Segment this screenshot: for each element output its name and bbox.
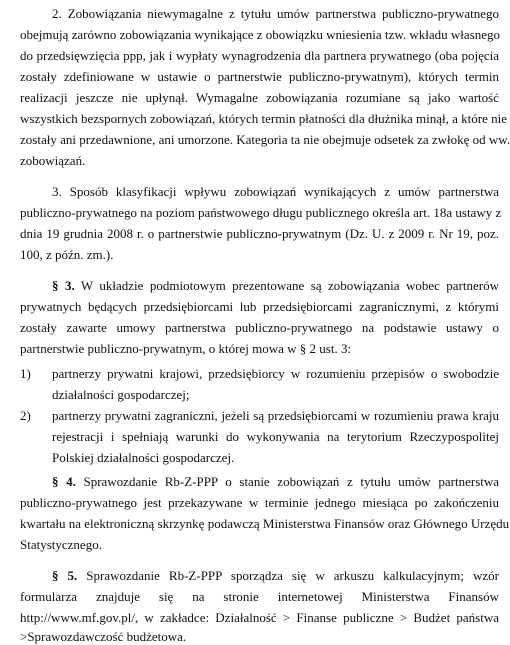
list-item-1-number: 1)	[20, 366, 31, 381]
section-3-label: § 3.	[52, 278, 75, 293]
paragraph-2-line-5: realizacji jeszcze nie upłynął. Wymagalne zobowiązania rozumiane są jako wartość	[20, 90, 499, 105]
paragraph-2-line-1: 2. Zobowiązania niewymagalne z tytułu umów partnerstwa publiczno-prywatnego	[52, 6, 499, 21]
section-3-line-3: zostały zawarte umowy partnerstwa publiczno-prywatnego na podstawie ustawy o	[20, 320, 499, 335]
paragraph-3-line-3: dnia 19 grudnia 2008 r. o partnerstwie publiczno-prywatnym (Dz. U. z 2009 r. Nr 19, poz.	[20, 226, 499, 241]
section-4-line-4: Statystycznego.	[20, 537, 102, 552]
paragraph-2-line-2: obejmują zarówno zobowiązania wynikające z obowiązku wniesienia tzw. wkładu własnego	[20, 27, 500, 42]
list-item-1-line-1: partnerzy prywatni krajowi, przedsiębiorcy w rozumieniu przepisów o swobodzie	[52, 366, 499, 381]
list-item-2-number: 2)	[20, 408, 31, 423]
section-3-text: W układzie podmiotowym prezentowane są zobowiązania wobec partnerów	[80, 278, 500, 293]
section-3-line-4: partnerstwie publiczno-prywatnym, o której mowa w § 2 ust. 3:	[20, 341, 352, 356]
section-5-label: § 5.	[52, 568, 78, 583]
section-3-line-1	[52, 278, 499, 294]
paragraph-3-line-2: publiczno-prywatnego na poziom państwowego długu publicznego określa art. 18a ustawy z	[20, 205, 502, 220]
section-4-line-1	[52, 474, 499, 490]
paragraph-3-line-4: 100, z późn. zm.).	[20, 247, 114, 262]
paragraph-2-line-4: zostały zdefiniowane w ustawie o partnerstwie publiczno-prywatnym), których termin	[20, 69, 499, 84]
paragraph-3-line-1: 3. Sposób klasyfikacji wpływu zobowiązań wynikających z umów partnerstwa	[52, 184, 499, 199]
section-5-line-3: http://www.mf.gov.pl/, w zakładce: Działalność > Finanse publiczne > Budżet państwa	[20, 610, 499, 625]
section-5-line-4: >Sprawozdawczość budżetowa.	[20, 629, 187, 644]
list-item-1-line-2: działalności gospodarczej;	[52, 387, 190, 402]
section-5-line-1	[52, 568, 499, 584]
section-4-line-2: publiczno-prywatnego jest przekazywane w terminie jednego miesiąca po zakończeniu	[20, 495, 499, 510]
list-item-2-line-3: Polskiej działalności gospodarczej.	[52, 450, 235, 465]
paragraph-2-line-7: zostały ani przedawnione, ani umorzone. Kategoria ta nie obejmuje odsetek za zwłokę od ww.	[20, 132, 510, 147]
section-4-line-3: kwartału na elektroniczną skrzynkę podawczą Ministerstwa Finansów oraz Głównego Urzędu	[20, 516, 510, 531]
list-item-2-line-2: rejestracji i spełniają warunki do wykonywania na terytorium Rzeczypospolitej	[52, 429, 499, 444]
section-3-line-2: prywatnych będących przedsiębiorcami lub przedsiębiorcami zagranicznymi, z którymi	[20, 299, 499, 314]
section-4-text: Sprawozdanie Rb-Z-PPP o stanie zobowiązań z tytułu umów partnerstwa	[83, 474, 500, 489]
paragraph-2-line-8: zobowiązań.	[20, 153, 86, 168]
section-4-label: § 4.	[52, 474, 76, 489]
section-5-line-2: formularza znajduje się na stronie internetowej Ministerstwa Finansów	[20, 589, 499, 604]
paragraph-2-line-6: wszystkich bezspornych zobowiązań, których termin płatności dla dłużnika minął, a które nie	[20, 111, 507, 126]
section-5-text: Sprawozdanie Rb-Z-PPP sporządza się w arkuszu kalkulacyjnym; wzór	[86, 568, 500, 583]
paragraph-2-line-3: do przedsięwzięcia ppp, jak i wypłaty wynagrodzenia dla partnera prywatnego (oba pojęcia	[20, 48, 499, 63]
list-item-2-line-1: partnerzy prywatni zagraniczni, jeżeli są przedsiębiorcami w rozumieniu prawa kraju	[52, 408, 499, 423]
